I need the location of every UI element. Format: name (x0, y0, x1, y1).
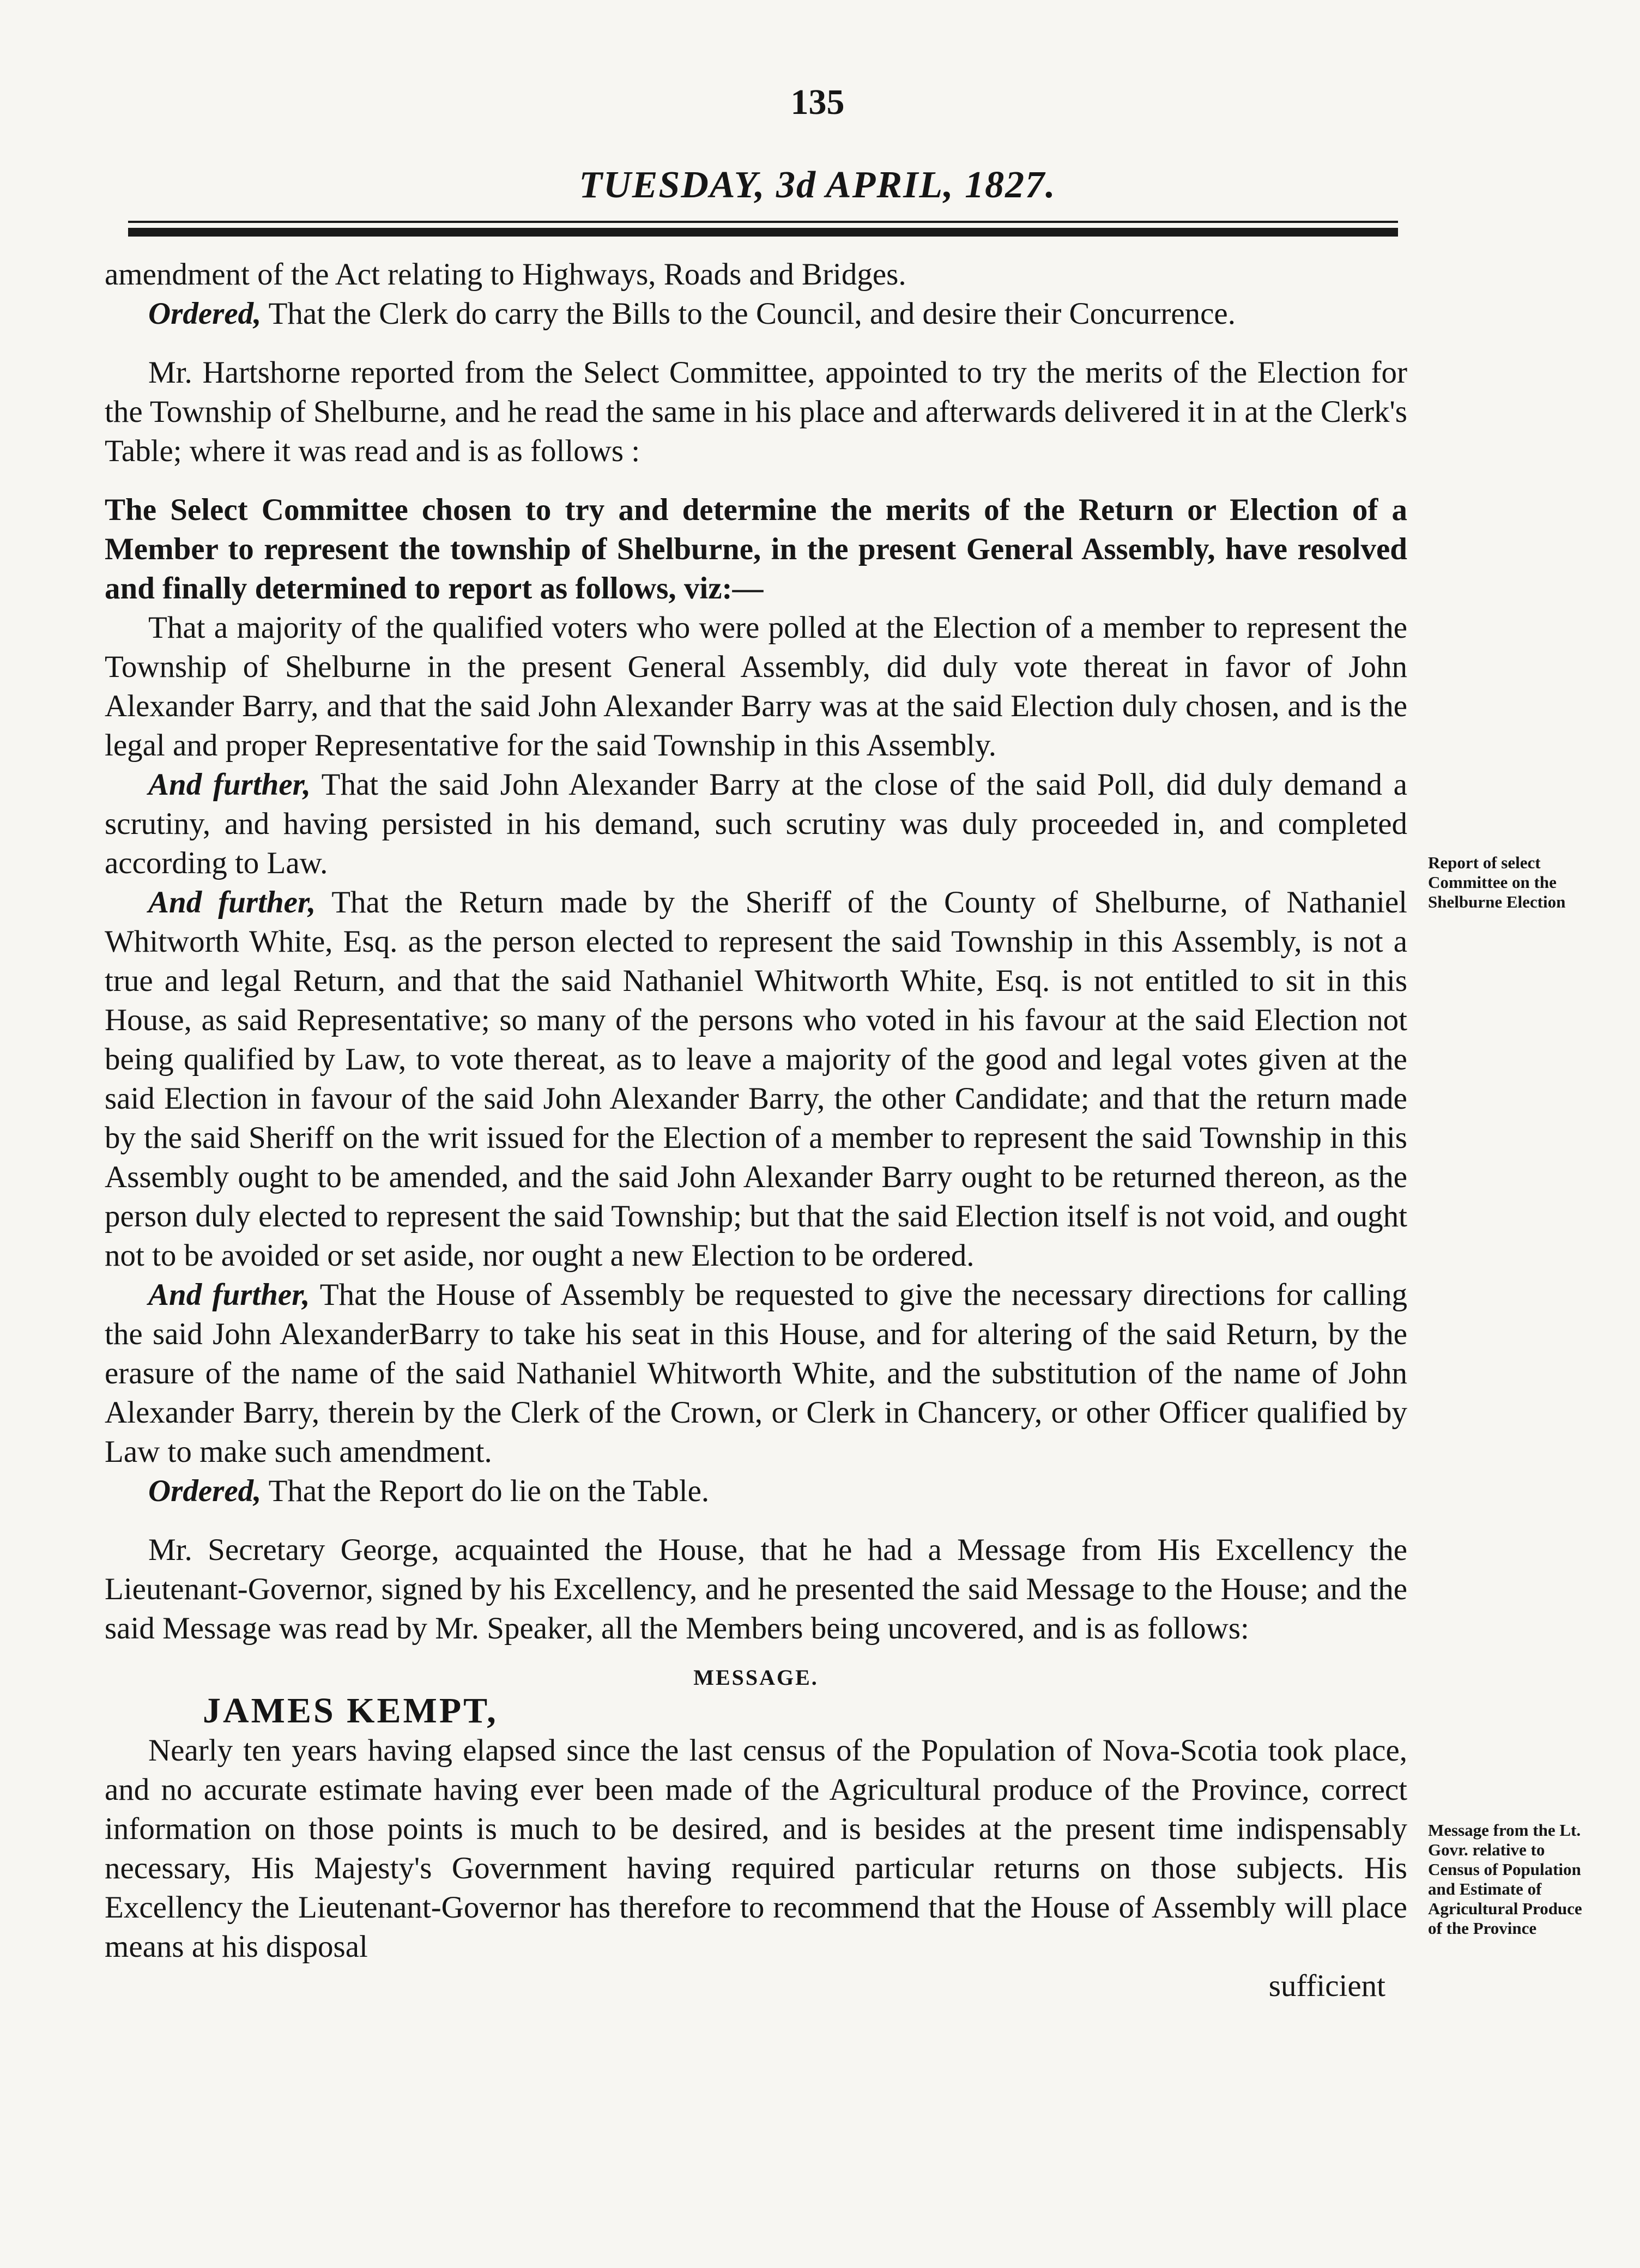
paragraph: And further, That the said John Alexander Barry at the close of the said Poll, did duly demand a scrutiny, and having persisted in his demand, such scrutiny was duly proceeded in, and completed according to Law. (105, 767, 1407, 880)
paragraph: amendment of the Act relating to Highways, Roads and Bridges. (105, 257, 906, 292)
body-text (105, 255, 1407, 2006)
paragraph: Nearly ten years having elapsed since the last census of the Population of Nova-Scotia took place, and no accurate estimate having ever been made of the Agricultural produce of the Province, correct information on those points is much to be desired, and is besides at the present time indispensably necessary, His Majesty's Government having required particular returns on those subjects. His Excellency the Lieutenant-Governor has therefore to recommend that the House of Assembly will place means at his disposal (105, 1733, 1407, 1964)
paragraph: Ordered, That the Clerk do carry the Bills to the Council, and desire their Concurrence. (148, 297, 1236, 331)
header-rule-thick (128, 228, 1398, 237)
paragraph: Mr. Secretary George, acquainted the House, that he had a Message from His Excellency the Lieutenant-Governor, signed by his Excellency, and he presented the said Message to the House; and the said Message was read by Mr. Speaker, all the Members being uncovered, and is as follows: (105, 1533, 1407, 1646)
page-number: 135 (790, 82, 845, 122)
report-heading: The Select Committee chosen to try and determine the merits of the Return or Election of a Member to represent the township of Shelburne, in the present General Assembly, have resolved and finally determined to report as follows, viz:— (105, 493, 1407, 606)
paragraph: And further, That the Return made by the Sheriff of the County of Shelburne, of Nathaniel Whitworth White, Esq. as the person elected to represent the said Township in this Assembly, is not a true and legal Return, and that the said Nathaniel Whitworth White, Esq. is not entitled to sit in this House, as said Representative; so many of the persons who voted in his favour at the said Election not being qualified by Law, to vote thereat, as to leave a majority of the good and legal votes given at the said Election in favour of the said John Alexander Barry, the other Candidate; and that the return made by the said Sheriff on the writ issued for the Election of a member to represent the said Township in this Assembly ought to be amended, and the said John Alexander Barry ought to be returned thereon, as the person duly elected to represent the said Township; but that the said Election itself is not void, and ought not to be avoided or set aside, nor ought a new Election to be ordered. (105, 885, 1407, 1273)
paragraph: Mr. Hartshorne reported from the Select Committee, appointed to try the merits of the Election for the Township of Shelburne, and he read the same in his place and afterwards delivered it in at the Clerk's Table; where it was read and is as follows : (105, 355, 1407, 468)
message-heading: MESSAGE. (693, 1665, 819, 1690)
paragraph: And further, That the House of Assembly be requested to give the necessary directions for calling the said John AlexanderBarry to take his seat in this House, and for altering of the said Return, by the erasure of the name of the said Nathaniel Whitworth White, and the substitution of the name of John Alexander Barry, therein by the Clerk of the Crown, or Clerk in Chancery, or other Officer qualified by Law to make such amendment. (105, 1278, 1407, 1469)
running-head: TUESDAY, 3d APRIL, 1827. (579, 164, 1056, 206)
lead-word: And further, (148, 767, 311, 802)
paragraph: Ordered, That the Report do lie on the Table. (148, 1474, 710, 1508)
lead-word: Ordered, (148, 1474, 262, 1508)
lead-word: Ordered, (148, 297, 262, 331)
lead-word: And further, (148, 1278, 310, 1312)
lead-word: And further, (148, 885, 316, 920)
paragraph: That a majority of the qualified voters who were polled at the Election of a member to represent the Township of Shelburne in the present General Assembly, did duly vote thereat in favor of John Alexander Barry, and that the said John Alexander Barry was at the said Election duly chosen, and is the legal and proper Representative for the said Township in this Assembly. (105, 610, 1407, 763)
catchword: sufficient (1268, 1969, 1385, 2003)
margin-note: Report of select Committee on the Shelburne Election (1428, 853, 1566, 911)
margin-note: Message from the Lt. Govr. relative to Census of Population and Estimate of Agricultural Produce of the Province (1428, 1821, 1582, 1938)
header-rule-thin (128, 221, 1398, 223)
signature: JAMES KEMPT, (203, 1691, 498, 1731)
